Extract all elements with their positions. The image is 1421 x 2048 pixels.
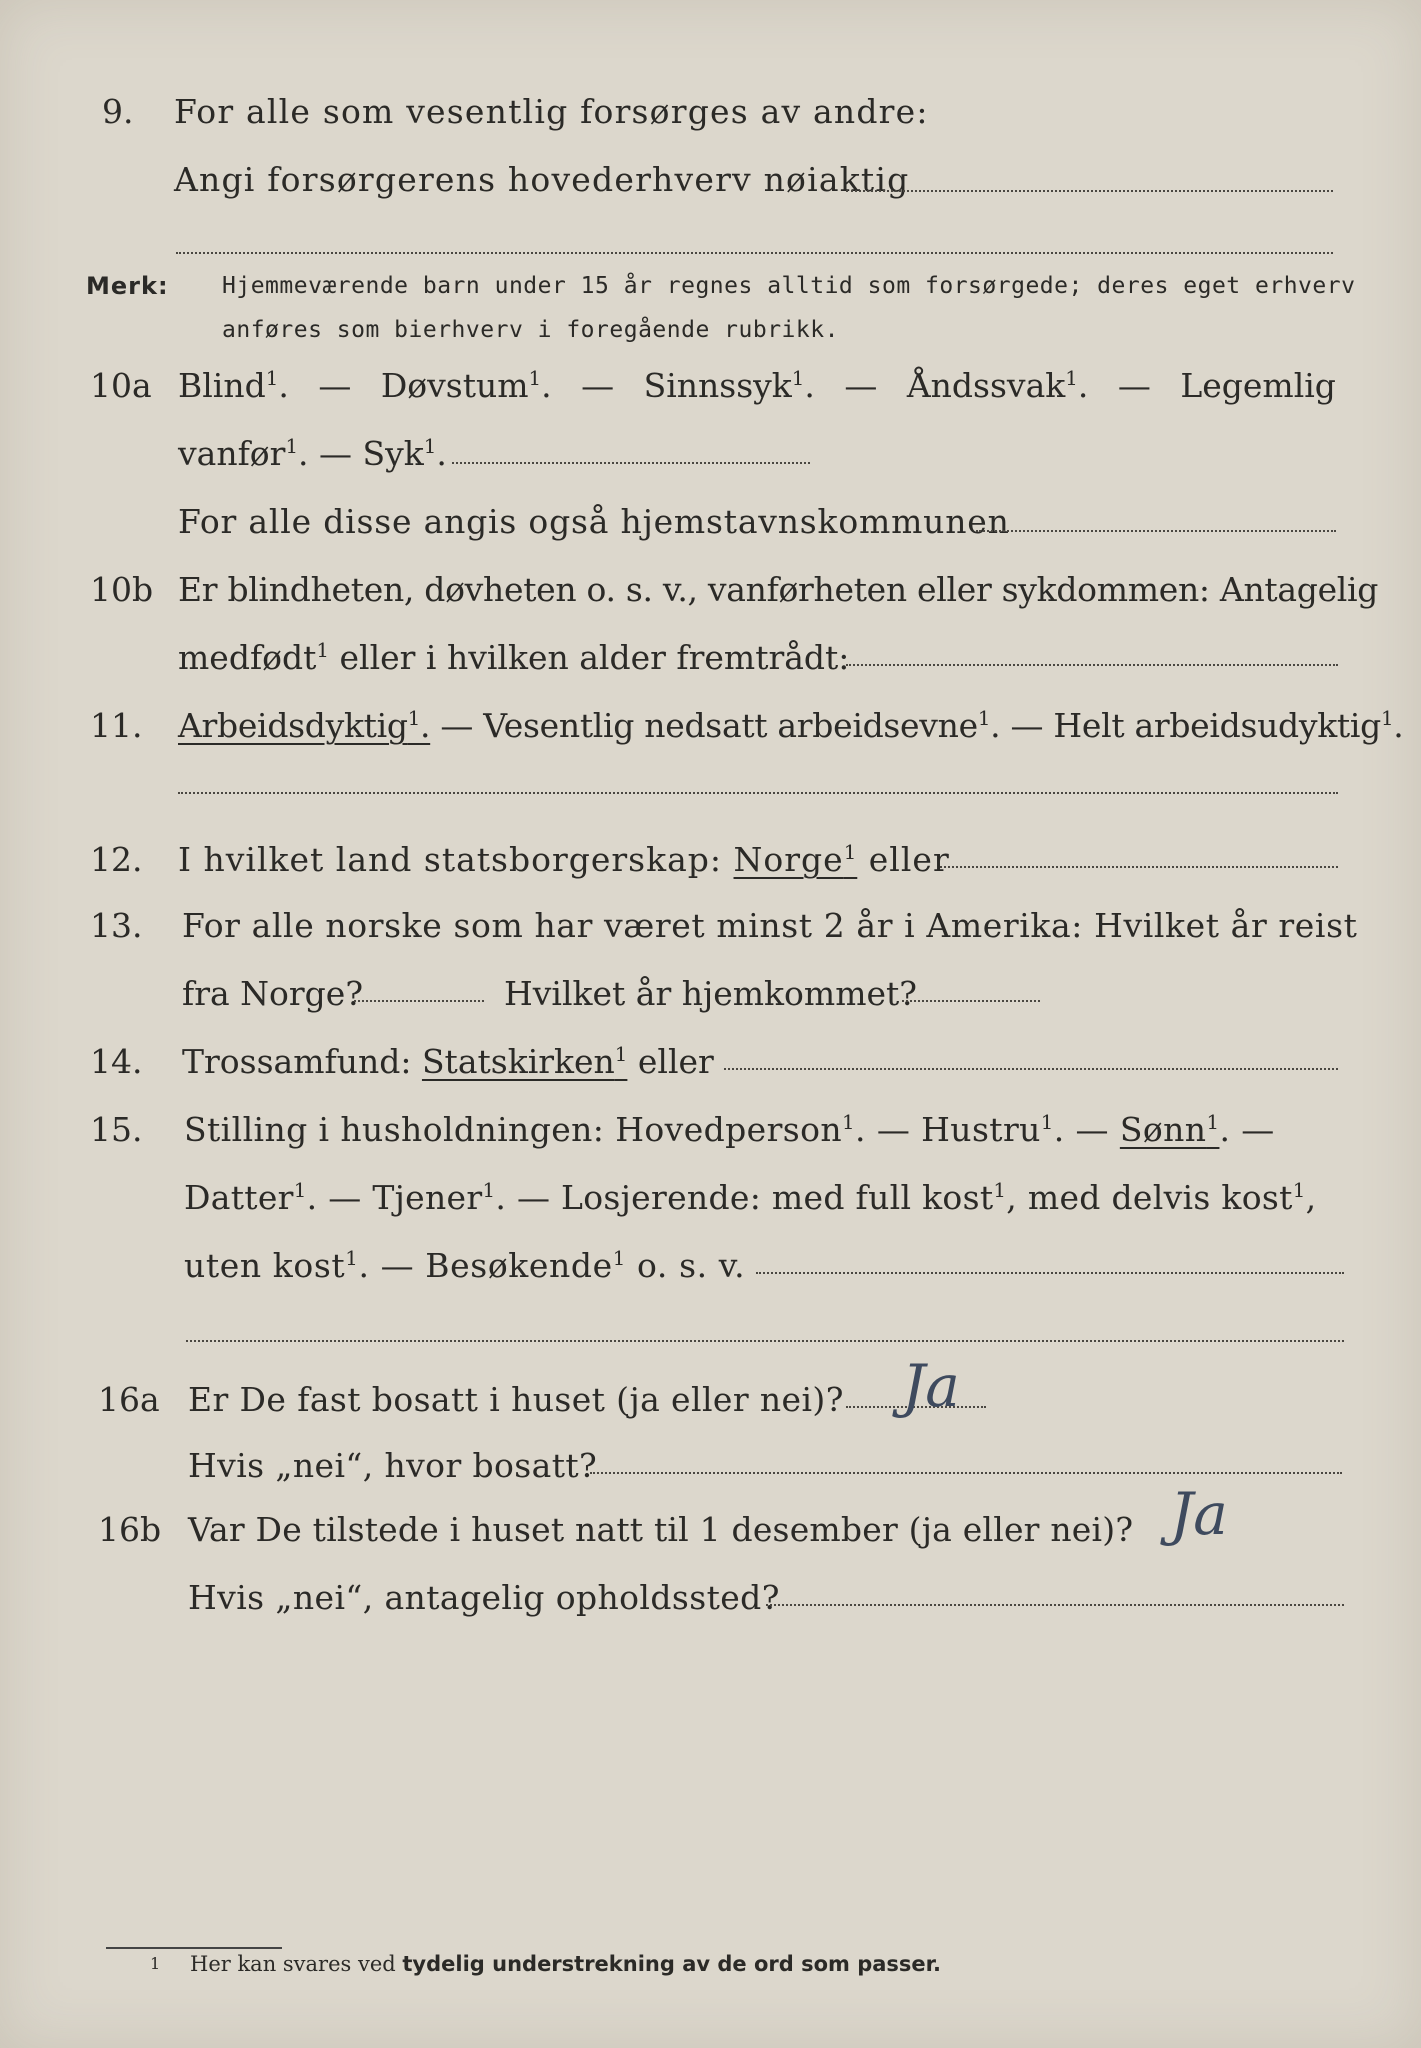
merk-label: Merk: xyxy=(86,272,169,300)
option-blind[interactable]: Blind$^1$. xyxy=(178,366,289,405)
q16a-line2: Hvis „nei“, hvor bosatt? xyxy=(188,1446,598,1485)
q15-number: 15. xyxy=(90,1110,143,1149)
q16a-number: 16a xyxy=(98,1380,160,1419)
q10a-syk-line[interactable] xyxy=(452,462,810,464)
q10a-line2 xyxy=(178,434,447,473)
q16a-line1: Er De fast bosatt i huset (ja eller nei)? xyxy=(188,1380,844,1419)
option-norge[interactable]: Norge$^1$ xyxy=(733,840,858,879)
q13-reist-line[interactable] xyxy=(354,1000,484,1002)
q14-answer-line[interactable] xyxy=(724,1068,1338,1070)
option-syk[interactable]: Syk$^1$. xyxy=(362,434,447,473)
option-dovstum[interactable]: Døvstum$^1$. xyxy=(380,366,552,405)
option-sonn[interactable]: Sønn$^1$ xyxy=(1119,1110,1220,1149)
q12-line: I hvilket land statsborgerskap: Norge$^1$ eller xyxy=(178,840,950,879)
q16b-opholdssted-line[interactable] xyxy=(766,1604,1344,1606)
footnote-mark: 1 xyxy=(150,1954,161,1973)
option-arbeidsdyktig[interactable]: Arbeidsdyktig$^1$. xyxy=(178,706,431,745)
q10a-line1 xyxy=(178,366,1336,405)
q16a-bosatt-line[interactable] xyxy=(590,1472,1342,1474)
merk-line1: Hjemmeværende barn under 15 år regnes alltid som forsørgede; deres eget erhverv xyxy=(222,273,1356,299)
q16b-line1: Var De tilstede i huset natt til 1 desember (ja eller nei)? xyxy=(188,1510,1134,1549)
q13-fra-norge: fra Norge? xyxy=(182,974,364,1013)
q15-answer-line-2[interactable] xyxy=(186,1340,1344,1342)
q10a-number: 10a xyxy=(90,366,152,405)
q15-line1: Stilling i husholdningen: Hovedperson$^1$. — Hustru$^1$. — Sønn$^1$. — xyxy=(184,1110,1275,1149)
q13-hjemkommet-line[interactable] xyxy=(902,1000,1040,1002)
option-andssvak[interactable]: Åndssvak$^1$. xyxy=(906,366,1089,405)
q11-line: Arbeidsdyktig$^1$. — Vesentlig nedsatt arbeidsevne$^1$. — Helt arbeidsudyktig$^1$. xyxy=(178,706,1404,745)
option-statskirken[interactable]: Statskirken$^1$ xyxy=(421,1042,628,1081)
q10b-line1: Er blindheten, døvheten o. s. v., vanførheten eller sykdommen: Antagelig xyxy=(178,570,1379,609)
q12-answer-line[interactable] xyxy=(940,866,1338,868)
q9-number: 9. xyxy=(102,92,134,131)
option-sinnssyk[interactable]: Sinnssyk$^1$. xyxy=(643,366,815,405)
dash: — xyxy=(581,366,615,405)
q14-number: 14. xyxy=(90,1042,143,1081)
option-helt[interactable]: . — Helt arbeidsudyktig$^1$ xyxy=(990,706,1394,745)
q9-line2: Angi forsørgerens hovederhverv nøiaktig xyxy=(174,160,910,199)
option-medfodt[interactable]: medfødt$^1$ xyxy=(178,638,330,677)
q15-line3: uten kost$^1$. — Besøkende$^1$ o. s. v. xyxy=(184,1246,746,1285)
q16b-line2: Hvis „nei“, antagelig opholdssted? xyxy=(188,1578,780,1617)
q9-answer-line-2[interactable] xyxy=(176,252,1333,254)
q12-number: 12. xyxy=(90,840,143,879)
option-vanfor[interactable]: vanfør$^1$. xyxy=(178,434,309,473)
q13-line1: For alle norske som har været minst 2 år i Amerika: Hvilket år reist xyxy=(182,906,1358,945)
footnote-rule xyxy=(106,1947,282,1949)
dash: — xyxy=(318,366,352,405)
merk-line2: anføres som bierhverv i foregående rubrikk. xyxy=(222,317,839,343)
dash: — xyxy=(844,366,878,405)
q11-answer-line[interactable] xyxy=(178,792,1338,794)
footnote-text: Her kan svares ved tydelig understrekning av de ord som passer. xyxy=(190,1952,941,1976)
q10b-answer-line[interactable] xyxy=(846,664,1338,666)
q10a-line3: For alle disse angis også hjemstavnskommunen xyxy=(178,502,1010,541)
q14-line: Trossamfund: Statskirken$^1$ eller xyxy=(182,1042,714,1081)
q11-number: 11. xyxy=(90,706,143,745)
q15-answer-line[interactable] xyxy=(756,1272,1344,1274)
q15-line2: Datter$^1$. — Tjener$^1$. — Losjerende: med full kost$^1$, med delvis kost$^1$, xyxy=(184,1178,1317,1217)
q9-line1: For alle som vesentlig forsørges av andre: xyxy=(174,92,929,131)
q10b-line2: medfødt$^1$ eller i hvilken alder fremtrådt: xyxy=(178,638,850,677)
q16a-handwritten-answer: Ja xyxy=(902,1352,960,1420)
dash: — xyxy=(319,434,363,473)
dash: — xyxy=(1117,366,1151,405)
q13-hjemkommet: Hvilket år hjemkommet? xyxy=(504,974,917,1013)
q13-number: 13. xyxy=(90,906,143,945)
q16b-handwritten-answer: Ja xyxy=(1170,1480,1228,1548)
option-nedsatt[interactable]: — Vesentlig nedsatt arbeidsevne$^1$ xyxy=(430,706,991,745)
q16b-number: 16b xyxy=(98,1510,162,1549)
q9-answer-line[interactable] xyxy=(846,190,1333,192)
option-legemlig-word[interactable]: Legemlig xyxy=(1180,366,1336,405)
q10b-number: 10b xyxy=(90,570,154,609)
q10a-hjemstavn-line[interactable] xyxy=(976,530,1336,532)
